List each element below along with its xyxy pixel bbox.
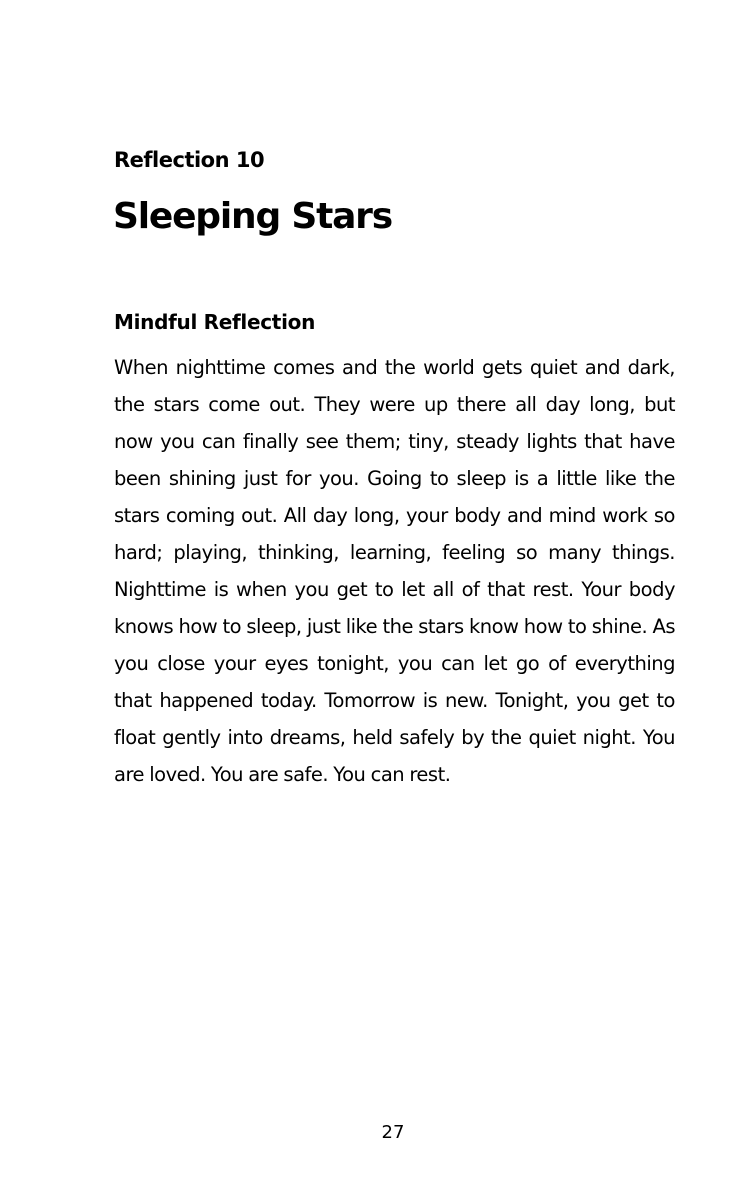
reflection-body-text: When nighttime comes and the world gets quiet and dark, the stars come out. They were up there all day long, but now you can finally see them; tiny, steady lights that have been shining just for you. Going to sleep is a little like the stars coming out. All day long, your body and mind work so hard; playing, thinking, learning, feeling so many things. Nighttime is when you get to let all of that rest. Your body knows how to sleep, just like the stars know how to shine. As you close your eyes tonight, you can let go of everything that happened today. Tomorrow is new. Tonight, you get to float gently into dreams, held safely by the quiet night. You are loved. You are safe. You can rest.	[114, 356, 675, 786]
section-heading: Mindful Reflection	[114, 310, 316, 334]
chapter-title: Sleeping Stars	[113, 196, 392, 237]
page-number: 27	[381, 1122, 405, 1143]
chapter-label: Reflection 10	[114, 148, 265, 172]
